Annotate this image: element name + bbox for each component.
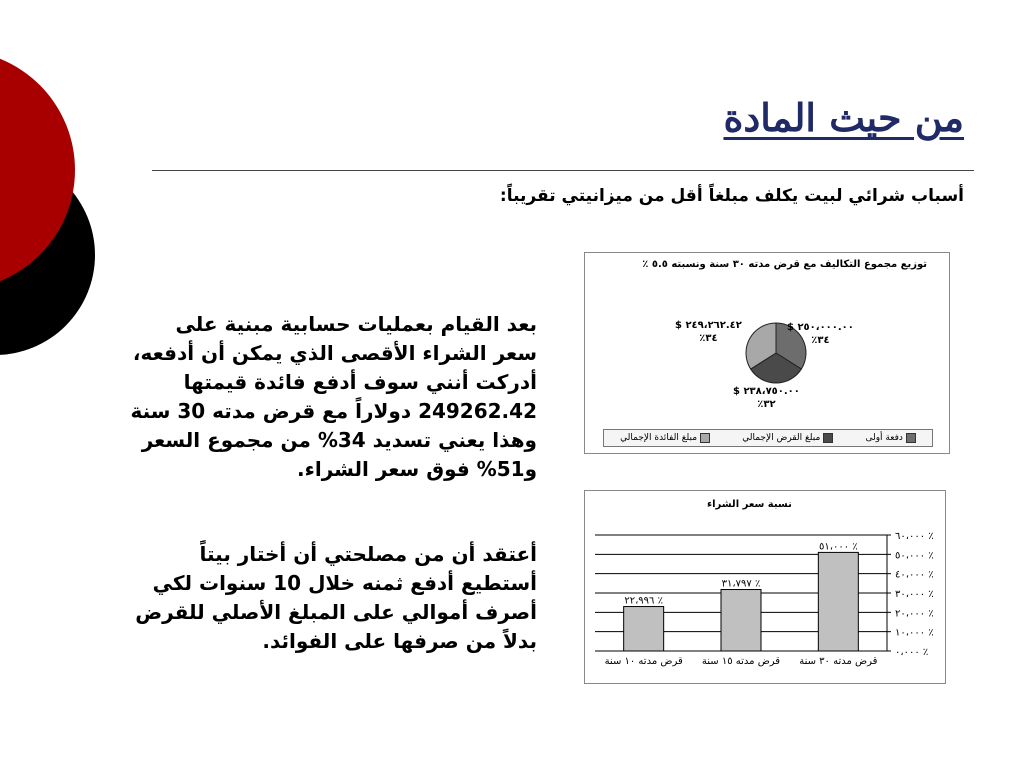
bar-ytick-label: ٠،٠٠٠ ٪ — [895, 647, 929, 658]
bar-value-label-0: ٥١،٠٠٠ ٪ — [819, 541, 858, 553]
paragraph-decision: أعتقد أن من مصلحتي أن أختار بيتاً أستطيع أدفع ثمنه خلال 10 سنوات لكي أصرف أموالي على المبلغ الأصلي للقرض بدلاً من صرفها على الفوائد. — [135, 542, 537, 653]
paragraph-interest: بعد القيام بعمليات حسابية مبنية على سعر الشراء الأقصى الذي يمكن أن أدفعه، أدركت أنني سوف أدفع فائدة قيمتها 249262.42 دولاراً مع قرض مدته 30 سنة وهذا يعني تسديد 34% من مجموع السعر و51% فوق سعر الشراء. — [130, 312, 537, 481]
bar-ytick-label: ٤٠،٠٠٠ ٪ — [895, 569, 934, 581]
pie-label-interest-amount: ٢٤٩،٢٦٢.٤٢ $ — [675, 320, 742, 331]
bar-chart-panel — [584, 490, 946, 684]
pie-label-loan-pct: ٣٢٪ — [757, 399, 776, 410]
bar-ytick-label: ٣٠،٠٠٠ ٪ — [895, 589, 934, 600]
legend-swatch-interest — [700, 433, 710, 443]
legend-label-down: دفعة أولى — [865, 433, 903, 443]
bar-value-label-2: ٢٢،٩٩٦ ٪ — [624, 595, 663, 607]
decorative-circles — [0, 0, 110, 400]
legend-swatch-loan — [823, 433, 833, 443]
legend-item-loan — [742, 433, 833, 443]
bar-ytick-label: ٥٠،٠٠٠ ٪ — [895, 550, 934, 562]
legend-swatch-down — [906, 433, 916, 443]
slide-title: من حيث المادة — [723, 95, 964, 140]
pie-label-interest-pct: ٣٤٪ — [699, 333, 718, 344]
pie-label-down — [787, 321, 854, 347]
bar-value-label-1: ٣١،٧٩٧ ٪ — [721, 578, 761, 590]
title-divider — [152, 170, 974, 171]
bar-0 — [818, 552, 858, 651]
bar-2 — [624, 607, 664, 651]
pie-chart-title: توزيع مجموع التكاليف مع قرض مدته ٣٠ سنة ونسبته ٥.٥ ٪ — [642, 259, 927, 270]
legend-item-down — [865, 433, 915, 443]
bar-category-label-2: قرض مدته ١٠ سنة — [604, 656, 683, 667]
bar-category-label-0: قرض مدته ٣٠ سنة — [799, 656, 878, 667]
bar-chart — [585, 491, 945, 683]
pie-label-loan-amount: ٢٣٨،٧٥٠.٠٠ $ — [733, 386, 800, 397]
pie-label-down-amount: ٢٥٠،٠٠٠.٠٠ $ — [787, 322, 854, 333]
pie-label-down-pct: ٣٤٪ — [811, 335, 830, 346]
bar-ytick-label: ١٠،٠٠٠ ٪ — [895, 627, 934, 639]
legend-label-loan: مبلغ القرض الإجمالي — [742, 433, 821, 443]
bar-ytick-label: ٢٠،٠٠٠ ٪ — [895, 608, 934, 620]
pie-label-interest — [675, 319, 742, 345]
legend-item-interest — [620, 433, 710, 443]
legend-label-interest: مبلغ الفائدة الإجمالي — [620, 433, 698, 443]
bar-1 — [721, 590, 761, 651]
bar-category-label-1: قرض مدته ١٥ سنة — [701, 656, 781, 667]
pie-label-loan — [733, 385, 800, 411]
bar-chart-title: نسبة سعر الشراء — [707, 499, 792, 510]
pie-chart-panel — [584, 252, 950, 454]
pie-legend — [603, 429, 933, 447]
bar-ytick-label: ٦٠،٠٠٠ ٪ — [895, 531, 934, 542]
slide-subtitle: أسباب شرائي لبيت يكلف مبلغاً أقل من ميزانيتي تقريباً: — [499, 186, 964, 206]
